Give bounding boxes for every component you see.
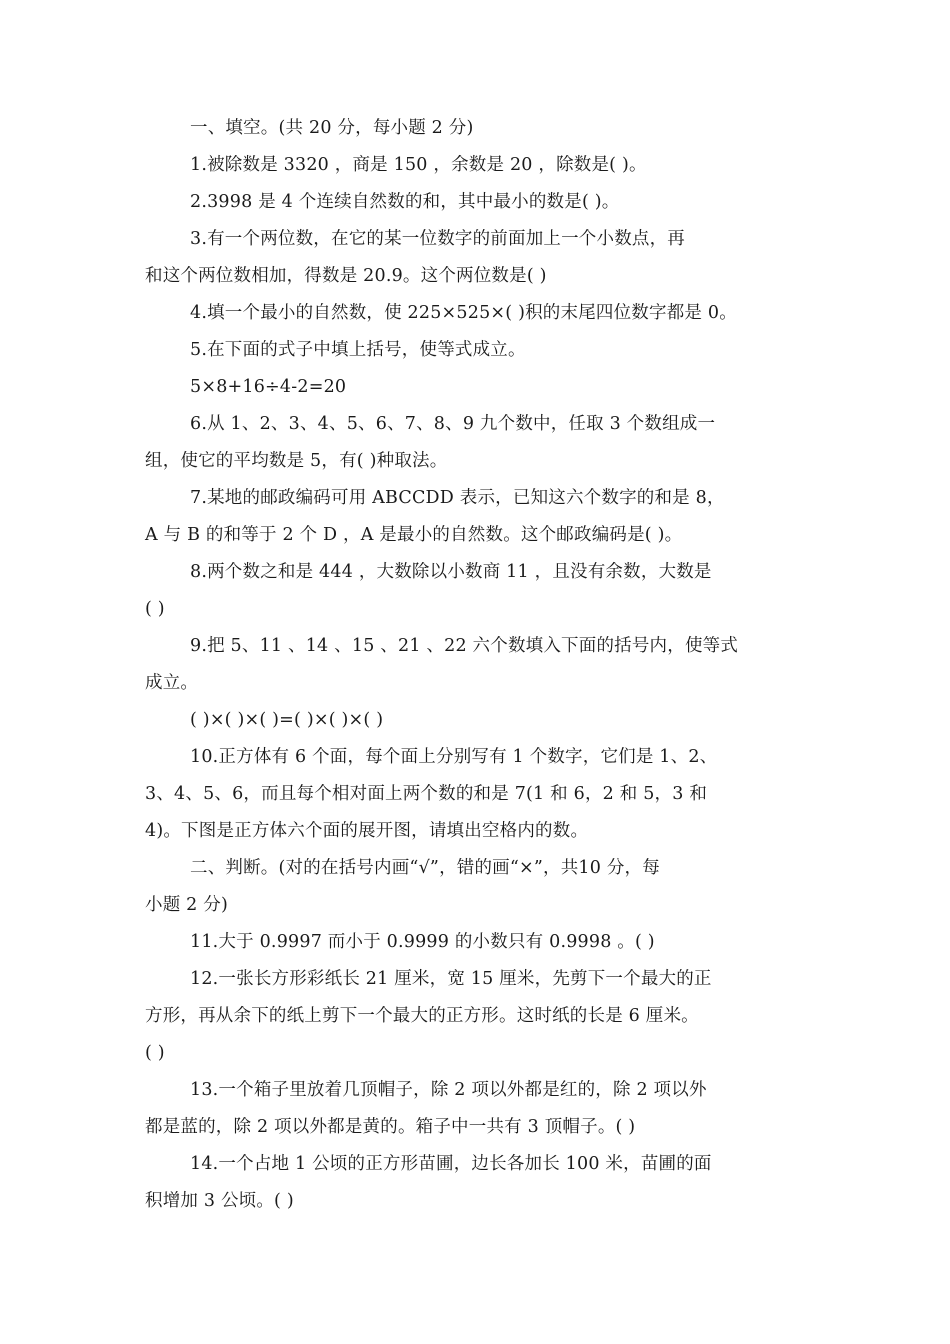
question-12-line-2: 方形，再从余下的纸上剪下一个最大的正方形。这时纸的长是 6 厘米。 bbox=[145, 1006, 699, 1026]
question-8-line-2: ( ) bbox=[145, 599, 165, 619]
question-9-equation: ( )×( )×( )=( )×( )×( ) bbox=[190, 710, 384, 730]
question-12-line-1: 12.一张长方形彩纸长 21 厘米，宽 15 厘米，先剪下一个最大的正 bbox=[190, 969, 712, 989]
question-10-line-2: 3、4、5、6，而且每个相对面上两个数的和是 7(1 和 6，2 和 5，3 和 bbox=[145, 784, 708, 804]
question-13-line-1: 13.一个箱子里放着几顶帽子，除 2 项以外都是红的，除 2 项以外 bbox=[190, 1080, 707, 1100]
question-2: 2.3998 是 4 个连续自然数的和，其中最小的数是( )。 bbox=[190, 192, 620, 212]
question-10-line-3: 4)。下图是正方体六个面的展开图，请填出空格内的数。 bbox=[145, 821, 589, 841]
question-5: 5.在下面的式子中填上括号，使等式成立。 bbox=[190, 340, 526, 360]
question-12-line-3: ( ) bbox=[145, 1043, 165, 1063]
question-14-line-1: 14.一个占地 1 公顷的正方形苗圃，边长各加长 100 米，苗圃的面 bbox=[190, 1154, 712, 1174]
question-6-line-1: 6.从 1、2、3、4、5、6、7、8、9 九个数中，任取 3 个数组成一 bbox=[190, 414, 716, 434]
section-heading-judgement-line-1: 二、判断。(对的在括号内画“√”，错的画“×”，共10 分，每 bbox=[190, 858, 660, 878]
section-heading-fill-blank: 一、填空。(共 20 分，每小题 2 分) bbox=[190, 118, 474, 138]
question-1: 1.被除数是 3320 ，商是 150 ，余数是 20 ，除数是( )。 bbox=[190, 155, 647, 175]
section-heading-judgement-line-2: 小题 2 分) bbox=[145, 895, 228, 915]
question-9-line-1: 9.把 5、11 、14 、15 、21 、22 六个数填入下面的括号内，使等式 bbox=[190, 636, 739, 656]
question-9-line-2: 成立。 bbox=[145, 673, 199, 693]
question-8-line-1: 8.两个数之和是 444 ，大数除以小数商 11 ，且没有余数，大数是 bbox=[190, 562, 712, 582]
question-11: 11.大于 0.9997 而小于 0.9999 的小数只有 0.9998 。( ) bbox=[190, 932, 655, 952]
question-10-line-1: 10.正方体有 6 个面，每个面上分别写有 1 个数字，它们是 1、2、 bbox=[190, 747, 718, 767]
question-14-line-2: 积增加 3 公顷。( ) bbox=[145, 1191, 294, 1211]
question-3-line-2: 和这个两位数相加，得数是 20.9。这个两位数是( ) bbox=[145, 266, 547, 286]
question-7-line-2: A 与 B 的和等于 2 个 D ，A 是最小的自然数。这个邮政编码是( )。 bbox=[145, 525, 683, 545]
question-6-line-2: 组，使它的平均数是 5，有( )种取法。 bbox=[145, 451, 448, 471]
question-4: 4.填一个最小的自然数，使 225×525×( )积的末尾四位数字都是 0。 bbox=[190, 303, 737, 323]
question-5-equation: 5×8+16÷4-2=20 bbox=[190, 377, 347, 397]
question-7-line-1: 7.某地的邮政编码可用 ABCCDD 表示，已知这六个数字的和是 8， bbox=[190, 488, 725, 508]
question-13-line-2: 都是蓝的，除 2 项以外都是黄的。箱子中一共有 3 顶帽子。( ) bbox=[145, 1117, 636, 1137]
question-3-line-1: 3.有一个两位数，在它的某一位数字的前面加上一个小数点，再 bbox=[190, 229, 685, 249]
